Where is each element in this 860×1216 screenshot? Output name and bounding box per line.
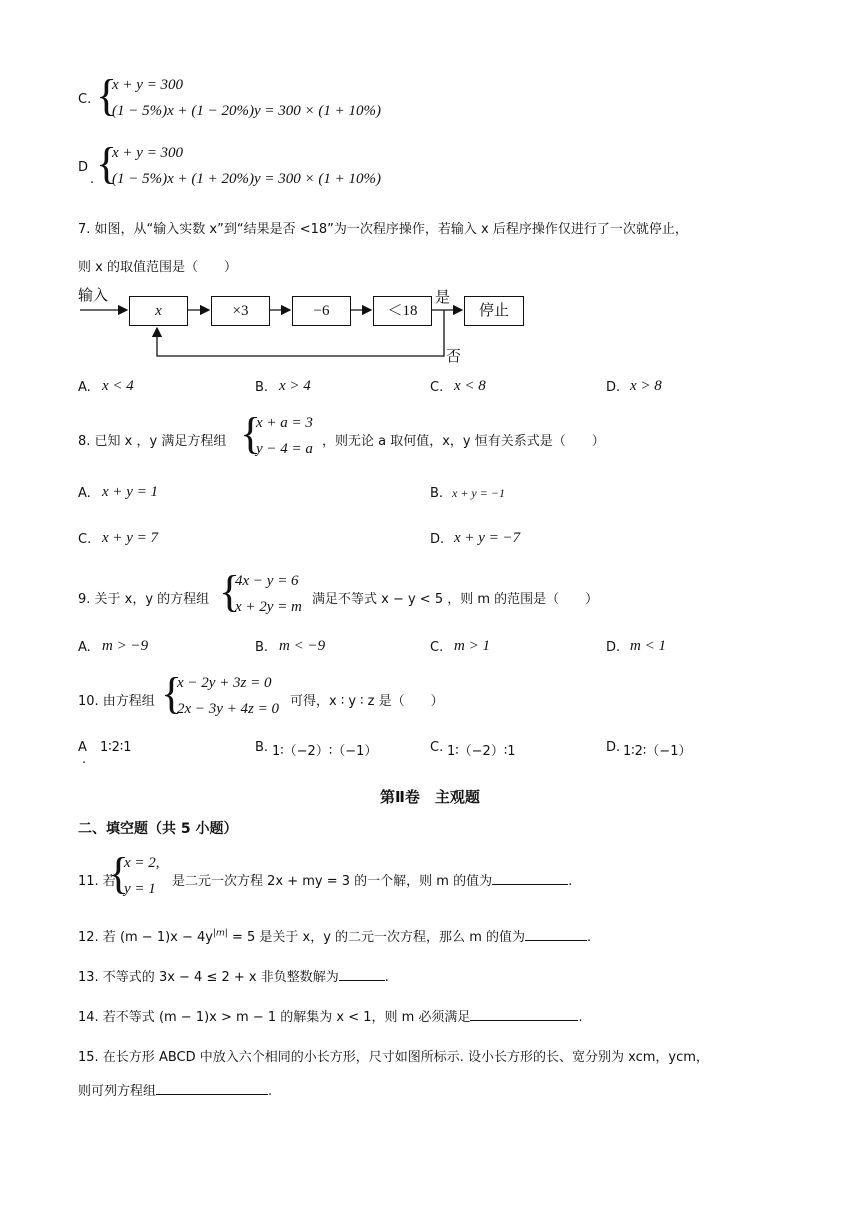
q12-text: 12. 若 (m − 1)x − 4y	[78, 930, 213, 945]
q9-option-a-label: A.	[78, 640, 91, 655]
q15-line2	[78, 1080, 272, 1099]
q8-option-c-label: C.	[78, 532, 92, 547]
q7-option-c-label: C.	[430, 380, 444, 395]
q8-prefix: 8. 已知 x ，y 满足方程组	[78, 434, 227, 449]
q10-eq2: 2x − 3y + 4z = 0	[177, 701, 280, 717]
q10-option-c-text: 1∶（−2）∶1	[447, 744, 516, 759]
q7-question-line2: 则 x 的取值范围是（ ）	[78, 260, 237, 275]
q8-eq1: x + a = 3	[256, 415, 313, 431]
q11-suffix	[172, 870, 572, 889]
q9-option-c-label: C.	[430, 640, 444, 655]
q10-option-d-text: 1∶2∶（−1）	[623, 744, 692, 759]
q10-option-b-text: 1∶（−2）∶（−1）	[272, 744, 378, 759]
flow-box-lt18: ＜18	[373, 296, 432, 326]
q9-brace: {	[219, 567, 241, 616]
q11-prefix: 11. 若	[78, 874, 116, 889]
q7-option-d-text: x > 8	[630, 378, 662, 394]
q10-brace: {	[161, 669, 183, 718]
flow-box-times3: ×3	[211, 296, 270, 326]
q7-question-line1: 7. 如图，从“输入实数 x”到“结果是否 <18”为一次程序操作，若输入 x 后程序操作仅进行了一次就停止，	[78, 222, 688, 237]
q6-option-c-label: C.	[78, 92, 92, 107]
q8-option-d-label: D.	[430, 532, 445, 547]
q10-option-a-text: 1∶2∶1	[100, 740, 132, 755]
q9-eq1: 4x − y = 6	[235, 573, 299, 589]
q14-text: 14. 若不等式 (m − 1)x > m − 1 的解集为 x < 1，则 m 必须满足	[78, 1010, 471, 1025]
q14-end: .	[578, 1010, 583, 1025]
q13-answer-blank[interactable]	[339, 966, 385, 981]
q12-line	[78, 926, 591, 945]
q9-prefix: 9. 关于 x，y 的方程组	[78, 592, 210, 607]
q11-end: .	[568, 874, 573, 889]
flow-input-label: 输入	[78, 286, 109, 304]
q8-option-a-text: x + y = 1	[102, 484, 159, 500]
q8-brace: {	[240, 409, 262, 458]
q6-option-d-label: D	[78, 160, 89, 175]
q10-option-b-label: B.	[255, 740, 269, 755]
q9-option-b-label: B.	[255, 640, 269, 655]
q8-eq2: y − 4 = a	[256, 441, 313, 457]
q7-option-b-text: x > 4	[279, 378, 311, 394]
q10-option-a-dot: .	[82, 752, 87, 767]
q6-option-d-dot: .	[90, 172, 95, 187]
q11-answer-blank[interactable]	[492, 870, 568, 885]
part2-heading: 二、填空题（共 5 小题）	[78, 821, 238, 837]
q9-option-d-label: D.	[606, 640, 621, 655]
q10-eq1: x − 2y + 3z = 0	[177, 675, 272, 691]
q9-option-b-text: m < −9	[279, 638, 326, 654]
q14-line	[78, 1006, 583, 1025]
q13-end: .	[384, 970, 389, 985]
q8-option-b-label: B.	[430, 486, 444, 501]
q15-answer-blank[interactable]	[156, 1080, 268, 1095]
q10-prefix: 10. 由方程组	[78, 694, 155, 709]
q11-brace: {	[108, 849, 130, 898]
q8-option-b-text: x + y = −1	[452, 486, 505, 500]
q6-option-d-eq1: x + y = 300	[112, 145, 184, 161]
q12-end: .	[586, 930, 592, 945]
q11-eq1: x = 2,	[124, 855, 160, 871]
q15-text: 则可列方程组	[78, 1084, 157, 1099]
q14-answer-blank[interactable]	[470, 1006, 578, 1021]
flow-arrows	[0, 0, 860, 380]
q9-eq2: x + 2y = m	[235, 599, 302, 615]
q13-text: 13. 不等式的 3x − 4 ≤ 2 + x 非负整数解为	[78, 970, 339, 985]
q12-rest: = 5 是关于 x，y 的二元一次方程，那么 m 的值为	[227, 930, 525, 945]
q15-end: .	[268, 1084, 273, 1099]
q8-suffix: ，则无论 a 取何值，x，y 恒有关系式是（ ）	[322, 434, 605, 449]
q10-option-c-label: C.	[430, 740, 444, 755]
q7-option-d-label: D.	[606, 380, 621, 395]
flow-box-minus6: −6	[292, 296, 351, 326]
q9-option-a-text: m > −9	[102, 638, 149, 654]
q13-line	[78, 966, 389, 985]
q11-eq2: y = 1	[124, 881, 156, 897]
q6-option-d-eq2: (1 − 5%)x + (1 + 20%)y = 300 × (1 + 10%)	[112, 171, 382, 187]
flow-yes-label: 是	[435, 288, 451, 306]
flow-box-x: x	[129, 296, 188, 326]
q10-option-a-label: A	[78, 740, 87, 755]
flow-box-stop: 停止	[464, 296, 524, 326]
q15-line1: 15. 在长方形 ABCD 中放入六个相同的小长方形，尺寸如图所标示. 设小长方形的长、宽分别为 xcm，ycm，	[78, 1050, 709, 1065]
flow-no-label: 否	[446, 347, 462, 365]
q10-suffix: 可得，x ∶ y ∶ z 是（ ）	[290, 694, 444, 709]
q8-option-c-text: x + y = 7	[102, 530, 159, 546]
q7-option-a-label: A.	[78, 380, 91, 395]
q7-option-c-text: x < 8	[454, 378, 486, 394]
q11-suffix-text: 是二元一次方程 2x + my = 3 的一个解，则 m 的值为	[172, 874, 493, 889]
q6-option-c-brace: {	[96, 71, 118, 120]
q7-option-b-label: B.	[255, 380, 269, 395]
q7-option-a-text: x < 4	[102, 378, 134, 394]
q12-answer-blank[interactable]	[525, 926, 587, 941]
q9-suffix: 满足不等式 x − y < 5 ，则 m 的范围是（ ）	[312, 592, 599, 607]
q6-option-c-eq1: x + y = 300	[112, 77, 184, 93]
q6-option-d-brace: {	[96, 139, 118, 188]
q10-option-d-label: D.	[606, 740, 621, 755]
q9-option-c-text: m > 1	[454, 638, 490, 654]
section-title: 第Ⅱ卷 主观题	[380, 788, 480, 806]
q8-option-d-text: x + y = −7	[454, 530, 521, 546]
q6-option-c-eq2: (1 − 5%)x + (1 − 20%)y = 300 × (1 + 10%)	[112, 103, 382, 119]
q9-option-d-text: m < 1	[630, 638, 666, 654]
q12-exponent: |m|	[213, 928, 228, 939]
q8-option-a-label: A.	[78, 486, 91, 501]
